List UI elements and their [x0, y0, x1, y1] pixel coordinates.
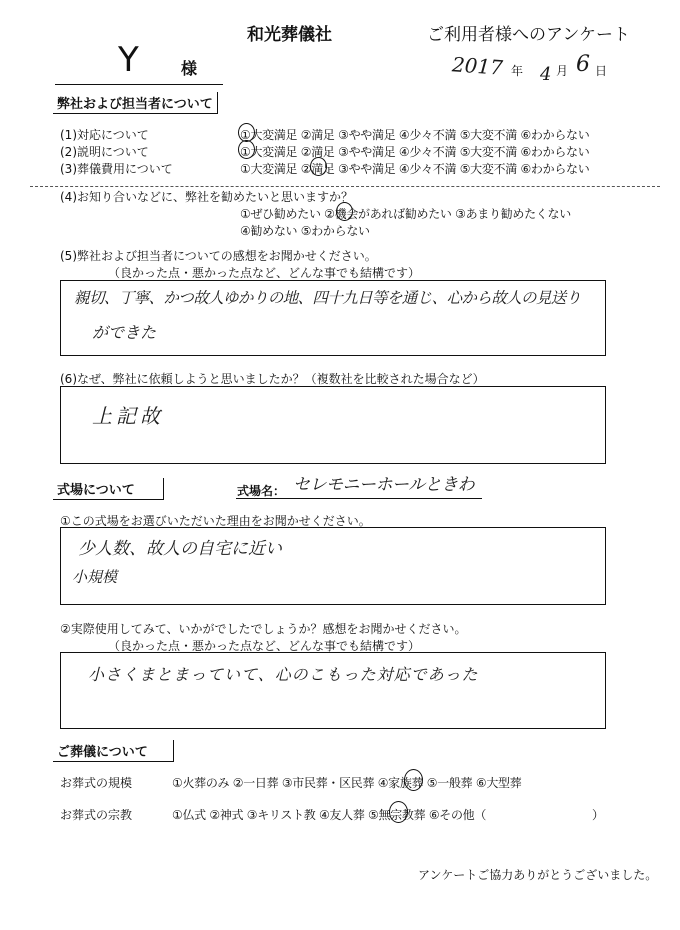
q4-options-line1: ①ぜひ勧めたい ②機会があれば勧めたい ③あまり勧めたくない: [240, 207, 571, 221]
venue-q1-answer-line2: 小規模: [72, 568, 118, 586]
venue-q2-sublabel: （良かった点・悪かった点など、どんな事でも結構です）: [108, 639, 421, 653]
selected-mark-scale: [404, 769, 423, 791]
scale-options: ①火葬のみ ②一日葬 ③市民葬・区民葬 ④家族葬 ⑤一般葬 ⑥大型葬: [172, 776, 522, 790]
date-year: 2017: [451, 52, 504, 80]
survey-title: ご利用者様へのアンケート: [427, 25, 630, 45]
venue-underline: [236, 498, 482, 499]
honorific: 様: [181, 59, 198, 78]
q4-label: (4)お知り合いなどに、弊社を勧めたいと思いますか？: [60, 190, 354, 204]
thanks-message: アンケートご協力ありがとうございました。: [418, 868, 658, 882]
religion-options: ①仏式 ②神式 ③キリスト教 ④友人葬 ⑤無宗教葬 ⑥その他（: [172, 808, 487, 822]
date-month: 4: [540, 64, 552, 85]
venue-q2-label: ②実際使用してみて、いかがでしたでしょうか？感想をお聞かせください。: [60, 622, 467, 636]
name-underline: [55, 84, 223, 85]
date-year-label: 年: [511, 64, 524, 78]
rating-options-explanation: ①大変満足 ②満足 ③やや満足 ④少々不満 ⑤大変不満 ⑥わからない: [240, 145, 590, 159]
q5-sublabel: （良かった点・悪かった点など、どんな事でも結構です）: [108, 266, 421, 280]
religion-close-paren: ）: [592, 808, 604, 822]
date-day-label: 日: [595, 64, 608, 78]
selected-mark-q4: [336, 202, 353, 221]
rating-label-explanation: (2)説明について: [60, 145, 149, 159]
venue-q2-answer: 小さくまとまっていて、心のこもった対応であった: [88, 665, 479, 684]
date-day: 6: [576, 52, 590, 77]
rating-label-response: (1)対応について: [60, 128, 149, 142]
date-month-label: 月: [556, 64, 569, 78]
q5-label: (5)弊社および担当者についての感想をお聞かせください。: [60, 249, 377, 263]
customer-initial: Y: [118, 40, 139, 80]
q5-answer-line1: 親切、丁寧、かつ故人ゆかりの地、四十九日等を通じ、心から故人の見送り: [74, 289, 581, 307]
scale-label: お葬式の規模: [60, 776, 133, 790]
selected-mark-explanation: [238, 140, 255, 159]
rating-label-cost: (3)葬儀費用について: [60, 162, 173, 176]
selected-mark-cost: [310, 157, 327, 176]
religion-label: お葬式の宗教: [60, 808, 133, 822]
section-heading-company: 弊社および担当者について: [53, 92, 218, 114]
rating-options-cost: ①大変満足 ②満足 ③やや満足 ④少々不満 ⑤大変不満 ⑥わからない: [240, 162, 590, 176]
rating-options-response: ①大変満足 ②満足 ③やや満足 ④少々不満 ⑤大変不満 ⑥わからない: [240, 128, 590, 142]
rating-divider: [30, 186, 660, 187]
selected-mark-religion: [389, 801, 408, 823]
q4-options-line2: ④勧めない ⑤わからない: [240, 224, 370, 238]
venue-label: 式場名：: [237, 484, 286, 498]
venue-name: セレモニーホールときわ: [293, 475, 475, 495]
q6-label: (6)なぜ、弊社に依頼しようと思いましたか？（複数社を比較された場合など）: [60, 372, 485, 386]
q5-answer-line2: ができた: [92, 323, 157, 342]
section-heading-venue: 式場について: [53, 478, 164, 500]
q6-answer: 上記故: [92, 404, 164, 428]
company-name: 和光葬儀社: [247, 25, 332, 45]
venue-q1-label: ①この式場をお選びいただいた理由をお聞かせください。: [60, 514, 371, 528]
venue-q1-answer-line1: 少人数、故人の自宅に近い: [78, 539, 282, 559]
section-heading-funeral: ご葬儀について: [53, 740, 174, 762]
